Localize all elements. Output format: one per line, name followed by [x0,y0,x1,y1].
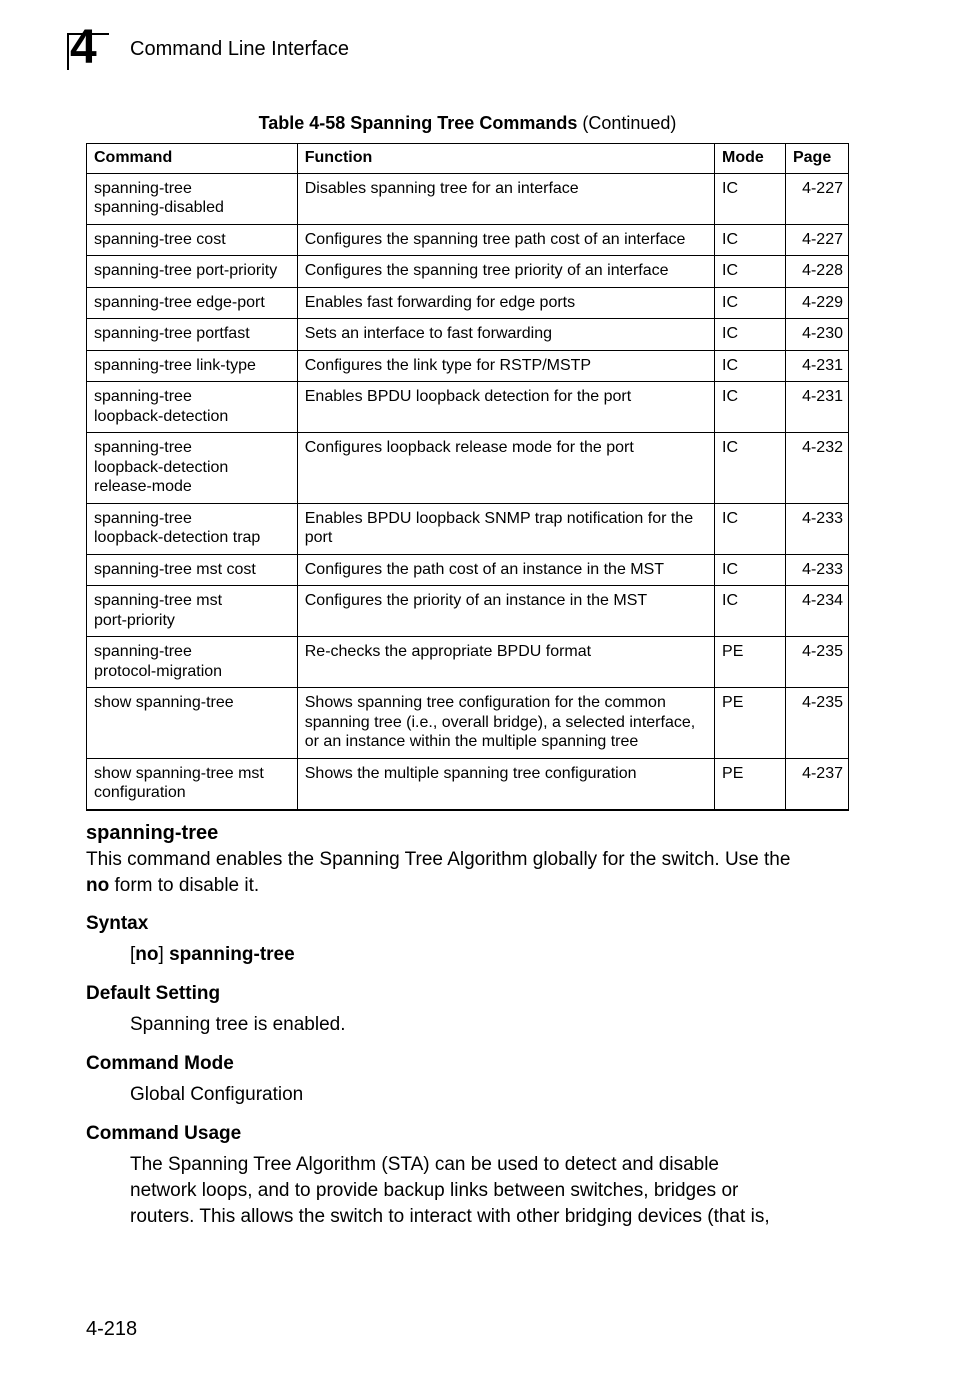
command-text: loopback-detection [94,407,229,425]
mode-cell: IC [715,319,786,351]
table-row [87,503,849,554]
page-cell: 4-229 [785,287,848,319]
mode-cell: IC [715,433,786,504]
function-cell: Enables fast forwarding for edge ports [297,287,714,319]
command-cell [87,350,298,382]
command-cell [87,688,298,759]
command-text: spanning-tree edge-port [94,293,265,311]
table-row [87,586,849,637]
table-row [87,433,849,504]
table-row [87,256,849,288]
function-cell: Configures the spanning tree priority of an interface [297,256,714,288]
syntax-line [130,942,295,968]
no-keyword: no [86,875,110,896]
function-cell: Configures loopback release mode for the port [297,433,714,504]
table-row [87,173,849,224]
page-cell: 4-237 [785,758,848,810]
page-cell: 4-232 [785,433,848,504]
command-cell [87,224,298,256]
column-header-page: Page [785,144,848,174]
function-cell: Configures the path cost of an instance in the MST [297,554,714,586]
spanning-tree-commands-table [86,143,849,811]
chapter-number: 4 [70,21,96,74]
table-row [87,554,849,586]
function-cell: Enables BPDU loopback detection for the port [297,382,714,433]
command-cell [87,503,298,554]
command-text: spanning-tree cost [94,230,226,248]
table-caption [86,113,849,134]
table-row [87,382,849,433]
mode-cell: IC [715,503,786,554]
function-cell: Configures the spanning tree path cost of an interface [297,224,714,256]
table-row [87,319,849,351]
command-cell [87,758,298,810]
mode-cell: IC [715,287,786,319]
section-title: spanning-tree [86,822,219,844]
mode-cell: IC [715,586,786,637]
page-cell: 4-231 [785,350,848,382]
page-cell: 4-230 [785,319,848,351]
table-header-row [87,144,849,174]
page-number: 4-218 [86,1318,138,1340]
command-text: show spanning-tree mst [94,764,264,782]
syntax-bracket-open: [ [130,944,136,965]
command-cell [87,554,298,586]
function-cell: Configures the priority of an instance in the MST [297,586,714,637]
mode-cell: IC [715,350,786,382]
command-text: protocol-migration [94,662,223,680]
page-cell: 4-231 [785,382,848,433]
default-setting-text: Spanning tree is enabled. [130,1014,346,1035]
syntax-no-keyword: no [135,944,159,965]
command-cell [87,637,298,688]
column-header-function: Function [297,144,714,174]
page-cell: 4-228 [785,256,848,288]
column-header-mode: Mode [715,144,786,174]
mode-cell: PE [715,688,786,759]
command-usage-line-3: routers. This allows the switch to interact with other bridging devices (that is, [130,1206,770,1227]
page-cell: 4-233 [785,554,848,586]
column-header-command: Command [87,144,298,174]
command-text: show spanning-tree [94,694,234,711]
mode-cell: PE [715,758,786,810]
table-row [87,688,849,759]
mode-cell: IC [715,256,786,288]
command-text: spanning-tree mst [94,592,223,609]
command-text: spanning-tree link-type [94,356,256,374]
command-cell [87,382,298,433]
command-mode-heading: Command Mode [86,1053,234,1074]
table-row [87,224,849,256]
command-cell [87,287,298,319]
page-cell: 4-227 [785,173,848,224]
command-text: spanning-tree [94,179,192,197]
syntax-bracket-close: ] [158,944,170,965]
table-caption-title: Table 4-58 Spanning Tree Commands [258,113,578,133]
syntax-command: spanning-tree [169,944,295,965]
command-cell [87,256,298,288]
command-usage-line-1: The Spanning Tree Algorithm (STA) can be used to detect and disable [130,1154,719,1175]
command-mode-text: Global Configuration [130,1084,304,1105]
command-text: spanning-tree [94,388,192,405]
command-text: loopback-detection [94,458,229,476]
function-cell: Shows spanning tree configuration for the common spanning tree (i.e., overall bridge), a selected interface, or an instance within the multiple spanning tree [297,688,714,759]
command-text: spanning-disabled [94,199,224,216]
command-text: release-mode [94,478,192,495]
function-cell: Configures the link type for RSTP/MSTP [297,350,714,382]
page-cell: 4-235 [785,688,848,759]
command-usage-heading: Command Usage [86,1123,242,1144]
command-text: spanning-tree mst cost [94,560,256,578]
page-cell: 4-235 [785,637,848,688]
function-cell: Disables spanning tree for an interface [297,173,714,224]
mode-cell: IC [715,173,786,224]
command-text: spanning-tree [94,509,192,527]
function-cell: Shows the multiple spanning tree configuration [297,758,714,810]
default-setting-heading: Default Setting [86,983,221,1004]
mode-cell: IC [715,554,786,586]
section-intro-line-2 [86,873,259,899]
page-cell: 4-233 [785,503,848,554]
command-usage-line-2: network loops, and to provide backup links between switches, bridges or [130,1180,739,1201]
mode-cell: PE [715,637,786,688]
section-intro-line-1: This command enables the Spanning Tree Algorithm globally for the switch. Use the [86,849,791,870]
function-cell: Re-checks the appropriate BPDU format [297,637,714,688]
command-cell [87,173,298,224]
intro-rest: form to disable it. [109,875,260,896]
mode-cell: IC [715,382,786,433]
command-cell [87,586,298,637]
table-row [87,637,849,688]
command-cell [87,433,298,504]
command-text: configuration [94,784,186,801]
function-cell: Enables BPDU loopback SNMP trap notification for the port [297,503,714,554]
function-cell: Sets an interface to fast forwarding [297,319,714,351]
command-text: spanning-tree [94,439,192,456]
page-cell: 4-227 [785,224,848,256]
command-text: spanning-tree port-priority [94,262,278,279]
command-text: spanning-tree portfast [94,325,250,342]
command-text: loopback-detection trap [94,529,261,546]
table-caption-continued: (Continued) [577,113,677,133]
table-row [87,758,849,810]
syntax-heading: Syntax [86,913,149,934]
running-header: Command Line Interface [130,38,350,60]
command-text: spanning-tree [94,643,192,660]
command-cell [87,319,298,351]
command-text: port-priority [94,611,175,629]
table-row [87,287,849,319]
mode-cell: IC [715,224,786,256]
table-row [87,350,849,382]
page-cell: 4-234 [785,586,848,637]
